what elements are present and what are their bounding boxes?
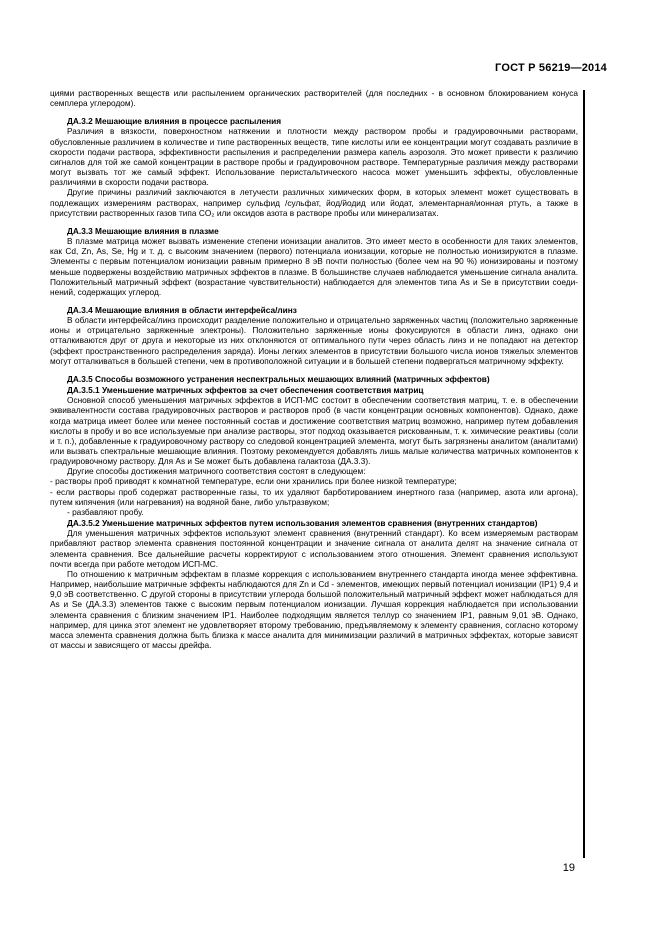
paragraph: Различия в вязкости, поверхностном натяжении и плотности между раствором пробы и градуировочными растворами, обусловленные различием в количестве и типе растворенных веществ, типе кислоты или ее концентрации могут создавать различие в скорости подачи раствора, эффективности распыления и распределении размера капель аэрозоля. Это может привести к различию сигналов для той же самой концентрации в растворе пробы и градуировочном растворе. Температурные различия между растворами могут вызвать тот же самый эффект. Использование перистальтического насоса может уменьшить эффекты, обусловленные различиями в скорости подачи раствора. xyxy=(50,126,578,188)
paragraph: По отношению к матричным эффектам в плазме коррекция с использованием внутреннего стандарта иногда менее эффективна. Например, наибольшие матричные эффекты наблюдаются для Zn и Cd - элементов, имеющих первый потенциал ионизации (IP1) 9,4 и 9,0 эВ соответственно. С другой стороны в присутствии углерода большой положительный матричный эффект может наблюдаться для As и Se (ДА.3.3) элементов также с высоким первым потенциалом ионизации. Лучшая коррекция наблюдается при использовании элемента сравнения с близким значением IP1. Наиболее подходящим является теллур со значением IP1, равным 9,01 эВ. Однако, например, для цинка этот элемент не удовлетворяет второму требованию, предъявляемому к элементу сравнения, согласно которому масса элемента сравнения должна быть близка к массе аналита для минимизации различий в матричных эффектах, которые зависят от массы и зависящего от массы дрейфа. xyxy=(50,568,578,650)
body-text xyxy=(50,88,578,650)
paragraph: Основной способ уменьшения матричных эффектов в ИСП-МС состоит в обеспечении соответствия матриц, т. е. в обеспечении эквивалентности состава градуировочных растворов и растворов проб (в части концентрации основных компонентов). Однако, даже когда матрица имеет более или менее постоянный состав и достижение соответствия матриц возможно, например путем добавления кислоты в пробу и во все используемые при анализе растворы, этот подход оказывается рискованным, т. к. химические реактивы (соли и т. п.), добавленные к градуировочному раствору со следовой концентрацией элемента, могут быть загрязнены аналитом (аналитами) или вызвать спектральные мешающие влияния. Поэтому рекомендуется добавлять лишь малые количества матричных компонентов к градуировочному раствору. Для As и Se может быть добавлена галактоза (ДА.3.3). xyxy=(50,395,578,467)
list-item: - разбавляют пробу. xyxy=(67,506,144,517)
section-heading-da-3-2: ДА.3.2 Мешающие влияния в процессе распыления xyxy=(67,116,282,127)
paragraph: В плазме матрица может вызвать изменение степени ионизации аналитов. Это имеет место в особенности для таких элементов, как Cd, Zn, As, Se, Hg и т. д. с высоким значением (первого) потенциала ионизации, которые не полностью ионизируются в плазме. Элементы с первым потенциалом ионизации равным примерно 8 эВ почти полностью (более чем на 90 %) ионизированы и поэтому меньше подвержены воздействию матричных эффектов в плазме. В большинстве случаев наблюдается уменьшение сигнала аналита. Положительный матричный эффект (возрастание чувствительности) наблюдается для элементов типа As и Se в присутствии соединений, содержащих углерод. xyxy=(50,236,578,297)
list-item: - если растворы проб содержат растворенные газы, то их удаляют барботированием инертного газа (например, азота или аргона), путем кипячения (или нагревания) на водяной бане, либо ультразвуком; xyxy=(50,486,578,507)
page-number: 19 xyxy=(562,862,575,874)
section-heading-da-3-5: ДА.3.5 Способы возможного устранения неспектральных мешающих влияний (матричных эффектов) xyxy=(67,373,490,384)
subsection-heading-da-3-5-2: ДА.3.5.2 Уменьшение матричных эффектов путем использования элементов сравнения (внутренних стандартов) xyxy=(67,518,538,529)
continued-paragraph: циями растворенных веществ или распылением органических растворителей (для последних - в основном блокированием конуса семплера углеродом). xyxy=(50,88,578,109)
paragraph: Другие причины различий заключаются в летучести различных химических форм, в которых элемент может существовать в подлежащих измерениям растворах, например сульфид /сульфат, йод/йодид или йодат, элементарная/ионная ртуть, а также в присутствии растворенных газов типа CO₂ или оксидов азота в растворе пробы или минерализатах. xyxy=(50,187,578,218)
subsection-heading-da-3-5-1: ДА.3.5.1 Уменьшение матричных эффектов за счет обеспечения соответствия матриц xyxy=(67,385,424,396)
paragraph: Другие способы достижения матричного соответствия состоят в следующем: xyxy=(67,466,366,477)
paragraph: Для уменьшения матричных эффектов используют элемент сравнения (внутренний стандарт). Ко всем измеряемым растворам прибавляют раствор элемента сравнения постоянной концентрации и значение сигнала от аналита делят на значение сигнала от элемента сравнения. Все дальнейшие расчеты корректируют с использованием этого отношения. Элемент сравнения используют почти всегда при работе методом ИСП-МС. xyxy=(50,528,578,569)
section-heading-da-3-3: ДА.3.3 Мешающие влияния в плазме xyxy=(67,225,219,236)
list-item: - растворы проб приводят к комнатной температуре, если они хранились при более низкой температуре; xyxy=(50,476,457,487)
section-heading-da-3-4: ДА.3.4 Мешающие влияния в области интерфейса/линз xyxy=(67,304,297,315)
standard-code-header: ГОСТ Р 56219—2014 xyxy=(495,62,607,74)
paragraph: В области интерфейса/линз происходит разделение положительно и отрицательно заряженных частиц (положительно заряженные ионы и отрицательно заряженные электроны). Положительно заряженные ионы фокусируются в области линз, однако они отталкиваются друг от друга и некоторые из них отклоняются от оптимального пути через область линз и не попадают на детектор (эффект пространственного распределения заряда). Ионы легких элементов в присутствии большого числа ионов тяжелых элементов могут отталкиваться в большей степени, чем в противоположной ситуации и в большей степени подвергаться матричному эффекту. xyxy=(50,315,578,366)
margin-change-bar xyxy=(583,90,585,858)
